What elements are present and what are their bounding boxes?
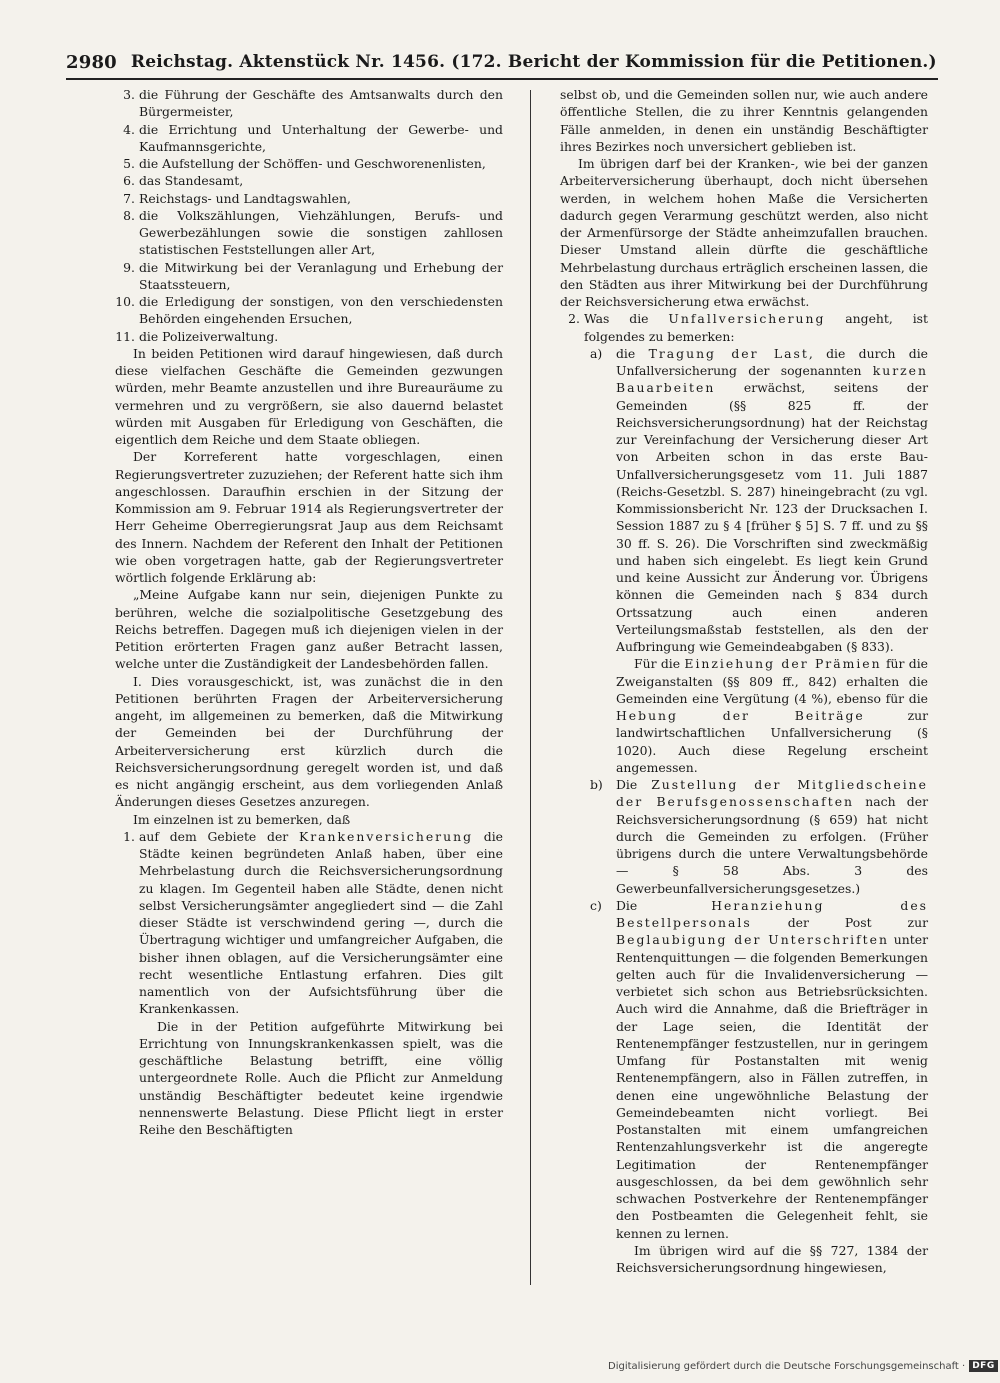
dfg-logo: DFG bbox=[969, 1360, 998, 1372]
list-item: 10. die Erledigung der sonstigen, von den verschiedensten Behörden eingehenden Ersuchen, bbox=[115, 294, 503, 327]
duty-list bbox=[115, 86, 503, 345]
sub-list bbox=[560, 345, 928, 1277]
list-item: 11. die Polizeiverwaltung. bbox=[115, 328, 279, 344]
list-item: 3. die Führung der Geschäfte des Amtsanwalts durch den Bürgermeister, bbox=[123, 87, 503, 120]
numbered-point-1: 1. auf dem Gebiete der Krankenversicherung die Städte keinen begründeten Anlaß haben, über eine Mehrbelastung durch die Reichsversicherungsordnung zu klagen. Im Gegenteil haben alle Städte, denen nicht selbst Versicherungsämter angegliedert sind — die Zahl dieser Städte ist verschwindend gering —, durch die Übertragung wichtiger und umfangreicher Aufgaben, die bisher ihnen oblagen, auf die Versicherungsämter eine recht wesentliche Entlastung erfahren. Dies gilt namentlich von der Aufsichtsführung über die Krankenkassen. Die in der Petition aufgeführte Mitwirkung bei Errichtung von Innungskrankenkassen spielt, was die geschäftliche Belastung betrifft, eine völlig untergeordnete Rolle. Auch die Pflicht zur Anmeldung unständig Beschäftigter bedeutet keine irgendwie nennenswerte Belastung. Diese Pflicht liegt in erster Reihe den Beschäftigten bbox=[123, 828, 503, 1137]
list-item: 7. Reichstags- und Landtagswahlen, bbox=[123, 190, 351, 206]
list-item: 6. das Standesamt, bbox=[123, 173, 244, 189]
sub-item-b: b) Die Zustellung der Mitgliedscheine der Berufsgenossenschaften nach der Reichsversicherungsordnung (§ 659) hat nicht durch die Gemeinden zu erfolgen. (Früher übrigens durch die untere Verwaltungsbehörde — § 58 Abs. 3 des Gewerbeunfallversicherungsgesetzes.) bbox=[590, 777, 928, 896]
page-number: 2980 bbox=[66, 52, 117, 73]
sub-item-a: a) die Tragung der Last, die durch die Unfallversicherung der sogenannten kurzen Bauarbeiten erwächst, seitens der Gemeinden (§§ 825 ff. der Reichsversicherungsordnung) hat der Reichstag zur Vereinfachung der Versicherung dieser Art von Arbeiten schon in das erste Bau-Unfallversicherungsgesetz vom 11. Juli 1887 (Reichs-Gesetzbl. S. 287) hineingebracht (zu vgl. Kommissionsbericht Nr. 123 der Drucksachen I. Session 1887 zu § 4 [früher § 5] S. 7 ff. und zu §§ 30 ff. S. 26). Die Vorschriften sind zweckmäßig und haben sich eingelebt. Es liegt kein Grund und keine Aussicht zur Änderung vor. Übrigens können die Gemeinden nach § 834 durch Ortssatzung auch einen anderen Verteilungsmaßstab feststellen, als den der Aufbringung wie Gemeindeabgaben (§ 833). Für die Einziehung der Prämien für die Zweiganstalten (§§ 809 ff., 842) erhalten die Gemeinden eine Vergütung (4 %), ebenso für die Hebung der Beiträge zur landwirtschaftlichen Unfallversicherung (§ 1020). Auch diese Regelung erscheint angemessen. bbox=[590, 345, 929, 775]
list-item: 5. die Aufstellung der Schöffen- und Geschworenenlisten, bbox=[123, 156, 486, 171]
paragraph: Im übrigen darf bei der Kranken-, wie bei der ganzen Arbeiterversicherung überhaupt, doch nicht übersehen werden, in welchem hohen Maße die Versicherten dadurch gegen Verarmung geschützt werden, also nicht der Armenfürsorge der Städte anheimzufallen brauchen. Dieser Umstand allein dürfte die geschäftliche Mehrbelastung durchaus erträglich erscheinen lassen, die den Städten aus ihrer Mitwirkung bei der Durchführung der Reichsversicherung etwa erwächst. bbox=[560, 156, 928, 309]
paragraph: Der Korreferent hatte vorgeschlagen, einen Regierungsvertreter zuzuziehen; der Referent hatte sich ihm angeschlossen. Daraufhin erschien in der Sitzung der Kommission am 9. Februar 1914 als Regierungsvertreter der Herr Geheime Oberregierungsrat Jaup aus dem Reichsamt des Innern. Nachdem der Referent den Inhalt der Petitionen wie oben vorgetragen hatte, gab der Regierungsvertreter wörtlich folgende Erklärung ab: bbox=[115, 449, 503, 585]
quote-paragraph: „Meine Aufgabe kann nur sein, diejenigen Punkte zu berühren, welche die sozialpolitische Gesetzgebung des Reichs betreffen. Dagegen muß ich diejenigen vielen in der Petition erörterten Fragen ganz außer Betracht lassen, welche unter die Zuständigkeit der Landesbehörden fallen. bbox=[115, 587, 503, 672]
footer-text: Digitalisierung gefördert durch die Deutsche Forschungsgemeinschaft · bbox=[608, 1360, 966, 1372]
list-item: 8. die Volkszählungen, Viehzählungen, Berufs- und Gewerbezählungen sowie die sonstigen zahllosen statistischen Feststellungen aller Art, bbox=[123, 207, 503, 258]
list-item: 4. die Errichtung und Unterhaltung der Gewerbe- und Kaufmannsgerichte, bbox=[123, 121, 503, 154]
paragraph: selbst ob, und die Gemeinden sollen nur, wie auch andere öffentliche Stellen, die zu ihrer Kenntnis gelangenden Fälle anmelden, in denen ein unständig Beschäftigter ihres Bezirkes noch unversichert geblieben ist. bbox=[560, 87, 928, 154]
left-column bbox=[115, 86, 503, 1138]
numbered-point-2: 2. Was die Unfallversicherung angeht, ist folgendes zu bemerken: bbox=[568, 311, 928, 344]
right-column bbox=[560, 86, 928, 1276]
paragraph: In beiden Petitionen wird darauf hingewiesen, daß durch diese vielfachen Geschäfte die Gemeinden gezwungen würden, mehr Beamte anzustellen und ihre Bureauräume zu vermehren und zu vergrößern, sie also dauernd belastet würden mit Ausgaben für Erledigung von Geschäften, die eigentlich dem Reiche und dem Staate obliegen. bbox=[115, 345, 503, 447]
column-divider bbox=[530, 90, 531, 1285]
digitization-footer bbox=[608, 1360, 998, 1372]
sub-item-c: c) Die Heranziehung des Bestellpersonals der Post zur Beglaubigung der Unterschriften unter Rentenquittungen — die folgenden Bemerkungen gelten auch für die Invalidenversicherung — verbietet sich schon aus Betriebsrücksichten. Auch wird die Annahme, daß die Briefträger in der Lage seien, die Identität der Rentenempfänger festzustellen, nur in geringem Umfang für Postanstalten mit wenig Rentenempfängern, also in Fällen zutreffen, in denen eine ungewöhnliche Belastung der Gemeindebeamten nicht vorliegt. Bei Postanstalten mit einem umfangreichen Rentenzahlungsverkehr ist die angeregte Legitimation der Rentenempfänger ausgeschlossen, da bei dem gewöhnlich sehr schwachen Postverkehre der Rentenempfänger den Postbeamten die Gelegenheit fehlt, sie kennen zu lernen. Im übrigen wird auf die §§ 727, 1384 der Reichsversicherungsordnung hingewiesen, bbox=[590, 897, 929, 1275]
page-header bbox=[66, 52, 936, 73]
paragraph: Im einzelnen ist zu bemerken, daß bbox=[133, 811, 351, 827]
list-item: 9. die Mitwirkung bei der Veranlagung und Erhebung der Staatssteuern, bbox=[123, 259, 503, 292]
header-rule bbox=[66, 78, 938, 80]
header-title: Reichstag. Aktenstück Nr. 1456. (172. Bericht der Kommission für die Petitionen.) bbox=[130, 52, 937, 72]
paragraph: I. Dies vorausgeschickt, ist, was zunächst die in den Petitionen berührten Fragen der Arbeiterversicherung angeht, im allgemeinen zu bemerken, daß die Mitwirkung der Gemeinden bei der Durchführung der Arbeiterversicherung erst kürzlich durch die Reichsversicherungsordnung geregelt worden ist, und daß es nicht angängig erscheint, aus dem vorliegenden Anlaß Änderungen dieses Gesetzes anzuregen. bbox=[115, 673, 503, 810]
